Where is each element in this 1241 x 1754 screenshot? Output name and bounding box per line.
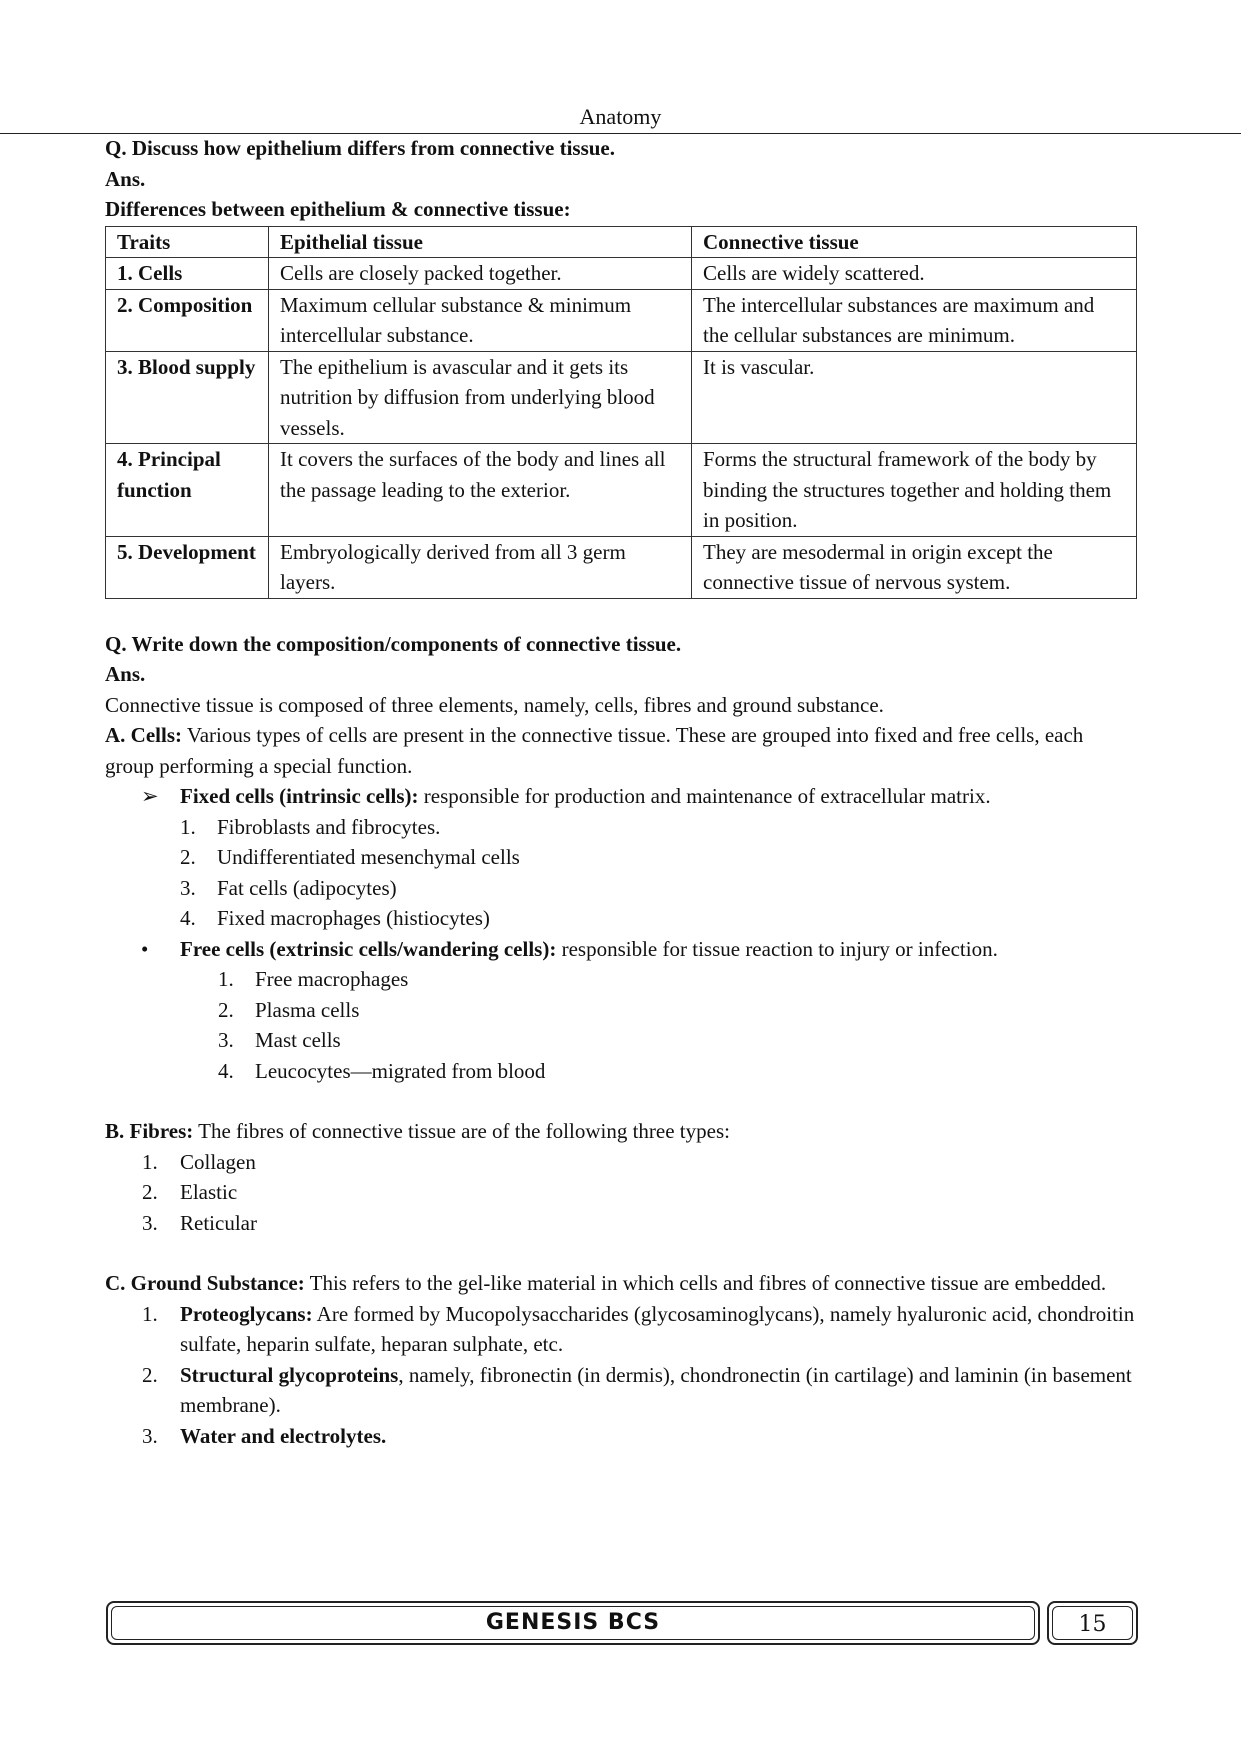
list-item: 3. Fat cells (adipocytes) — [180, 875, 397, 900]
section-spacer — [105, 1086, 1136, 1116]
fixed-cells-text: responsible for production and maintenance of extracellular matrix. — [418, 784, 991, 808]
trait-cell: 1. Cells — [106, 258, 269, 290]
cell-groups-list — [105, 781, 1136, 812]
table-row — [106, 289, 1137, 351]
trait-cell: 2. Composition — [106, 289, 269, 351]
list-item-text: Fat cells (adipocytes) — [217, 875, 397, 900]
table-header-cell: Epithelial tissue — [269, 226, 692, 258]
list-item-text: Mast cells — [255, 1028, 341, 1052]
table-row — [106, 351, 1137, 444]
table-header-cell: Traits — [106, 226, 269, 258]
trait-cell: 3. Blood supply — [106, 351, 269, 444]
list-item: 2. Elastic — [142, 1180, 238, 1204]
trait-cell: 4. Principal function — [106, 444, 269, 537]
list-item-text: Reticular — [180, 1210, 257, 1235]
cells-heading: A. Cells: — [105, 723, 182, 747]
epithelial-cell: Cells are closely packed together. — [269, 258, 692, 290]
free-cells-list — [105, 964, 1136, 1086]
list-item: 1. Proteoglycans: Are formed by Mucopolysaccharides (glycosaminoglycans), namely hyaluronic acid, chondroitin sulfate, heparin sulfate, heparan sulphate, etc. — [142, 1301, 1135, 1356]
table-caption: Differences between epithelium & connective tissue: — [105, 197, 571, 221]
list-item: 1. Free macrophages — [218, 967, 409, 991]
list-item-bold: Proteoglycans: — [180, 1301, 313, 1326]
table-row — [106, 258, 1137, 290]
ground-substance-paragraph — [105, 1268, 1136, 1299]
list-item: 4. Fixed macrophages (histiocytes) — [180, 906, 490, 930]
list-item-text: Are formed by Mucopolysaccharides (glycosaminoglycans), namely hyaluronic acid, chondroitin sulfate, heparin sulfate, heparan sulphate, etc. — [180, 1301, 1135, 1356]
list-item: 1. Fibroblasts and fibrocytes. — [180, 814, 441, 839]
section-spacer — [105, 599, 1136, 629]
fixed-cells-list — [105, 812, 1136, 934]
list-item: 2. Structural glycoproteins, namely, fibronectin (in dermis), chondronectin (in cartilage) and laminin (in basement membrane). — [142, 1362, 1132, 1417]
fibres-paragraph — [105, 1116, 1136, 1147]
connective-cell: Forms the structural framework of the body by binding the structures together and holding them in position. — [692, 444, 1137, 537]
list-item-text: Leucocytes—migrated from blood — [255, 1058, 546, 1083]
list-item: 4. Leucocytes—migrated from blood — [218, 1058, 546, 1083]
answer-label-2: Ans. — [105, 662, 146, 686]
ground-substance-text: This refers to the gel-like material in which cells and fibres of connective tissue are embedded. — [304, 1271, 1107, 1295]
table-row — [106, 536, 1137, 598]
list-item-text: Fibroblasts and fibrocytes. — [217, 814, 441, 839]
cells-paragraph — [105, 720, 1136, 781]
ground-substance-heading: C. Ground Substance: — [105, 1271, 305, 1295]
list-item-text: Elastic — [180, 1180, 238, 1204]
connective-cell: The intercellular substances are maximum and the cellular substances are minimum. — [692, 289, 1137, 351]
connective-cell: Cells are widely scattered. — [692, 258, 1137, 290]
ground-substance-list — [105, 1299, 1136, 1452]
list-item-text: , namely, fibronectin (in dermis), chondronectin (in cartilage) and laminin (in basement membrane). — [180, 1362, 1132, 1417]
list-item-bold: Structural glycoproteins — [180, 1362, 399, 1387]
free-cells-item — [105, 934, 1136, 965]
arrow-bullet-icon: ➢ — [141, 784, 159, 808]
cells-text: Various types of cells are present in the connective tissue. These are grouped into fixed and free cells, each group performing a special function. — [105, 723, 1084, 778]
epithelial-cell: The epithelium is avascular and it gets its nutrition by diffusion from underlying blood vessels. — [269, 351, 692, 444]
list-item: 1. Collagen — [142, 1149, 256, 1174]
fixed-cells-heading: Fixed cells (intrinsic cells): — [180, 784, 419, 808]
free-cells-text: responsible for tissue reaction to injury or infection. — [556, 936, 998, 961]
table-header-row — [106, 226, 1137, 258]
footer-banner — [106, 1601, 1040, 1645]
connective-cell: It is vascular. — [692, 351, 1137, 444]
fibres-list — [105, 1147, 1136, 1239]
question-2: Q. Write down the composition/components of connective tissue. — [105, 631, 682, 656]
free-cells-heading: Free cells (extrinsic cells/wandering cells): — [180, 936, 557, 961]
fixed-cells-item — [105, 781, 1136, 812]
fibres-text: The fibres of connective tissue are of the following three types: — [193, 1119, 730, 1143]
list-item: 2. Undifferentiated mesenchymal cells — [180, 845, 520, 869]
table-row — [106, 444, 1137, 537]
footer-brand: GENESIS BCS — [485, 1610, 661, 1635]
list-item: 2. Plasma cells — [218, 997, 360, 1022]
connective-cell: They are mesodermal in origin except the connective tissue of nervous system. — [692, 536, 1137, 598]
epithelial-cell: Maximum cellular substance & minimum intercellular substance. — [269, 289, 692, 351]
free-cells-group — [105, 934, 1136, 965]
question-1: Q. Discuss how epithelium differs from connective tissue. — [105, 136, 615, 160]
table-header-cell: Connective tissue — [692, 226, 1137, 258]
page-number: 15 — [1078, 1612, 1107, 1637]
page-number-box — [1047, 1601, 1138, 1645]
running-header: Anatomy — [579, 104, 662, 129]
differences-table — [105, 226, 1137, 599]
list-item-text: Plasma cells — [255, 997, 360, 1022]
list-item-text: Fixed macrophages (histiocytes) — [217, 906, 490, 930]
section-spacer — [105, 1238, 1136, 1268]
list-item-text: Free macrophages — [255, 967, 409, 991]
epithelial-cell: Embryologically derived from all 3 germ layers. — [269, 536, 692, 598]
list-item: 3. Reticular — [142, 1210, 257, 1235]
list-item-text: Undifferentiated mesenchymal cells — [217, 845, 520, 869]
trait-cell: 5. Development — [106, 536, 269, 598]
list-item-text: Collagen — [180, 1149, 256, 1174]
answer-label-1: Ans. — [105, 166, 146, 191]
list-item: 3. Mast cells — [218, 1028, 341, 1052]
page-content — [105, 133, 1136, 1451]
composition-intro: Connective tissue is composed of three elements, namely, cells, fibres and ground substance. — [105, 692, 884, 717]
fibres-heading: B. Fibres: — [105, 1119, 194, 1143]
epithelial-cell: It covers the surfaces of the body and lines all the passage leading to the exterior. — [269, 444, 692, 537]
list-item: 3. Water and electrolytes. — [142, 1423, 387, 1448]
list-item-bold: Water and electrolytes. — [180, 1423, 387, 1448]
bullet-icon: • — [141, 936, 149, 961]
